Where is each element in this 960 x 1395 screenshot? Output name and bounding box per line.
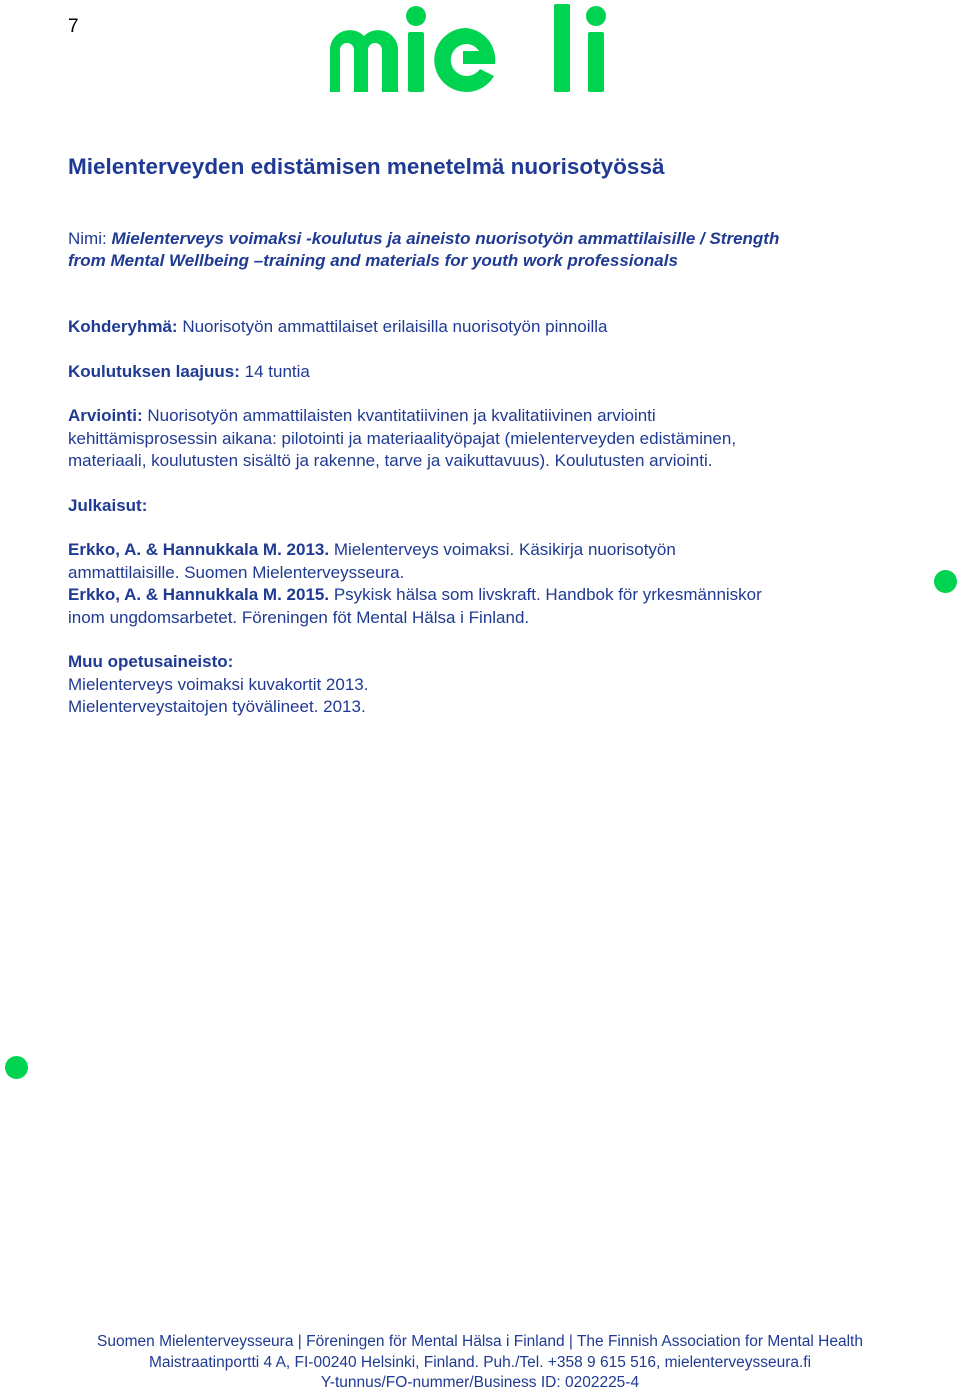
logo-letter-m	[330, 30, 398, 92]
evaluation-line2: kehittämisprosessin aikana: pilotointi ja materiaalityöpajat (mielenterveyden edistäminen,	[68, 428, 737, 448]
publication-text: Mielenterveys voimaksi. Käsikirja nuorisotyön	[333, 540, 676, 559]
other-materials-heading: Muu opetusaineisto:	[68, 652, 234, 671]
training-scope	[68, 361, 908, 384]
logo-letter-i2-stem	[588, 32, 604, 92]
target-group	[68, 316, 908, 339]
training-scope-value: 14 tuntia	[244, 361, 310, 381]
evaluation	[68, 405, 908, 473]
name-value-line1: Mielenterveys voimaksi -koulutus ja aineisto nuorisotyön ammattilaisille / Strength	[111, 229, 780, 248]
publications-heading: Julkaisut:	[68, 495, 148, 515]
other-material-item: Mielenterveystaitojen työvälineet. 2013.	[68, 697, 366, 716]
logo-letter-l	[554, 4, 570, 92]
name-label: Nimi:	[68, 229, 107, 248]
mieli-logo	[326, 0, 628, 100]
publication-authors: Erkko, A. & Hannukkala M. 2013.	[68, 540, 330, 559]
logo-letter-i-dot	[406, 6, 426, 26]
publication-item	[68, 584, 908, 629]
name-block	[68, 228, 908, 272]
page-number: 7	[68, 16, 79, 37]
publication-text-cont: ammattilaisille. Suomen Mielenterveysseura.	[68, 562, 405, 582]
document-body	[68, 152, 908, 719]
publication-authors: Erkko, A. & Hannukkala M. 2015.	[68, 585, 330, 604]
decorative-dot-right	[934, 570, 957, 593]
logo-letter-i2-dot	[586, 6, 606, 26]
logo-letter-e	[434, 28, 495, 92]
evaluation-label: Arviointi:	[68, 406, 143, 425]
other-material-item: Mielenterveys voimaksi kuvakortit 2013.	[68, 674, 369, 694]
footer-line1: Suomen Mielenterveysseura | Föreningen för Mental Hälsa i Finland | The Finnish Association for Mental Health	[97, 1333, 863, 1350]
training-scope-label: Koulutuksen laajuus:	[68, 361, 240, 381]
publication-text-cont: inom ungdomsarbetet. Föreningen föt Mental Hälsa i Finland.	[68, 607, 530, 627]
evaluation-line1: Nuorisotyön ammattilaisten kvantitatiivinen ja kvalitatiivinen arviointi	[147, 406, 656, 425]
name-value-line2: from Mental Wellbeing –training and materials for youth work professionals	[68, 251, 678, 270]
page-title: Mielenterveyden edistämisen menetelmä nuorisotyössä	[68, 154, 665, 179]
footer	[0, 1332, 960, 1394]
decorative-dot-left	[5, 1056, 28, 1079]
evaluation-line3: materiaali, koulutusten sisältö ja rakenne, tarve ja vaikuttavuus). Koulutusten arviointi.	[68, 451, 713, 470]
footer-line2: Maistraatinportti 4 A, FI-00240 Helsinki, Finland. Puh./Tel. +358 9 615 516, mielenterveysseura.fi	[148, 1353, 812, 1371]
logo-letter-i-stem	[408, 32, 424, 92]
target-group-value: Nuorisotyön ammattilaiset erilaisilla nuorisotyön pinnoilla	[182, 317, 608, 336]
footer-line3: Y-tunnus/FO-nummer/Business ID: 0202225-4	[320, 1374, 640, 1391]
publication-item	[68, 539, 908, 584]
publication-text: Psykisk hälsa som livskraft. Handbok för yrkesmänniskor	[333, 585, 762, 604]
target-group-label: Kohderyhmä:	[68, 317, 178, 336]
other-materials	[68, 651, 908, 719]
